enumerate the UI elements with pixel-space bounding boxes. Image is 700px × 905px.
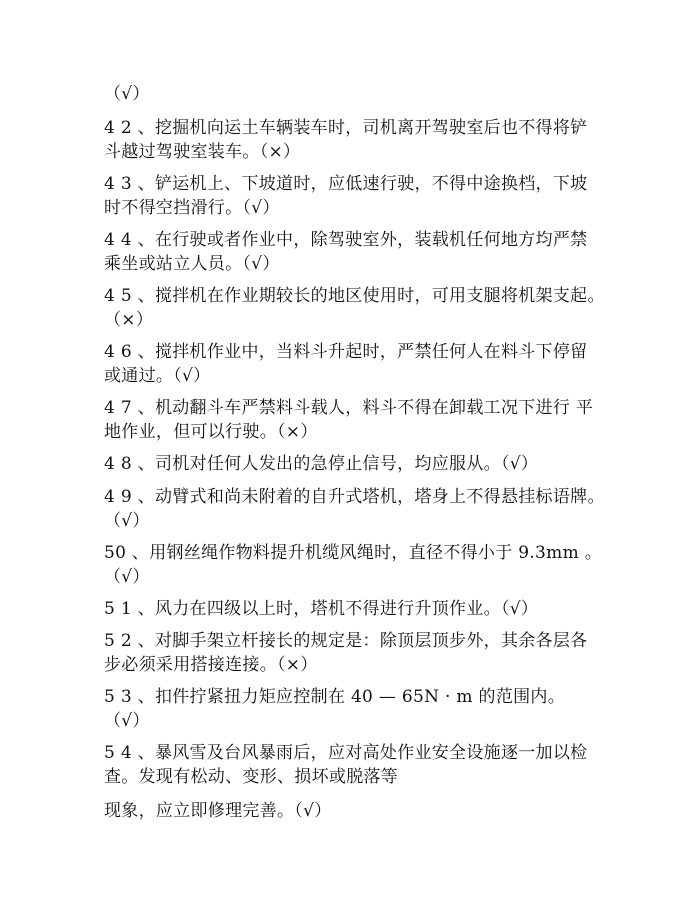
text-line: （√） (104, 511, 150, 531)
text-line: 5 4 、暴风雪及台风暴雨后，应对高处作业安全设施逐一加以检 (104, 743, 588, 763)
text-line: 时不得空挡滑行。（√） (104, 198, 280, 218)
text-line: （×） (104, 310, 154, 330)
text-line: 4 8 、司机对任何人发出的急停止信号，均应服从。（√） (104, 454, 539, 474)
text-line: （√） (104, 84, 150, 104)
text-line: 地作业，但可以行驶。（×） (104, 422, 318, 442)
text-line: 5 3 、扣件拧紧扭力矩应控制在 40 — 65N · m 的范围内。 (104, 687, 566, 707)
text-line: 4 2 、挖掘机向运土车辆装车时，司机离开驾驶室后也不得将铲 (104, 118, 588, 138)
text-line: 4 7 、机动翻斗车严禁料斗载人，料斗不得在卸载工况下进行 平 (104, 398, 594, 418)
text-line: （√） (104, 711, 150, 731)
text-line: 斗越过驾驶室装车。（×） (104, 142, 301, 162)
text-line: （√） (104, 567, 150, 587)
text-line: 50 、用钢丝绳作物料提升机缆风绳时，直径不得小于 9.3mm 。 (104, 543, 603, 563)
text-line: 4 3 、铲运机上、下坡道时，应低速行驶，不得中途换档，下坡 (104, 174, 588, 194)
text-line: 或通过。（√） (104, 366, 211, 386)
text-line: 4 5 、搅拌机在作业期较长的地区使用时，可用支腿将机架支起。 (104, 286, 605, 306)
text-line: 现象，应立即修理完善。（√） (104, 801, 332, 821)
text-line: 乘坐或站立人员。（√） (104, 254, 280, 274)
text-line: 步必须采用搭接连接。（×） (104, 655, 318, 675)
text-line: 5 2 、对脚手架立杆接长的规定是：除顶层顶步外，其余各层各 (104, 631, 588, 651)
text-line: 4 4 、在行驶或者作业中，除驾驶室外，装载机任何地方均严禁 (104, 230, 588, 250)
text-line: 5 1 、风力在四级以上时，塔机不得进行升顶作业。（√） (104, 599, 539, 619)
text-line: 查。发现有松动、变形、损坏或脱落等 (104, 767, 399, 787)
text-line: 4 9 、动臂式和尚未附着的自升式塔机，塔身上不得悬挂标语牌。 (104, 487, 605, 507)
text-line: 4 6 、搅拌机作业中，当料斗升起时，严禁任何人在料斗下停留 (104, 342, 588, 362)
